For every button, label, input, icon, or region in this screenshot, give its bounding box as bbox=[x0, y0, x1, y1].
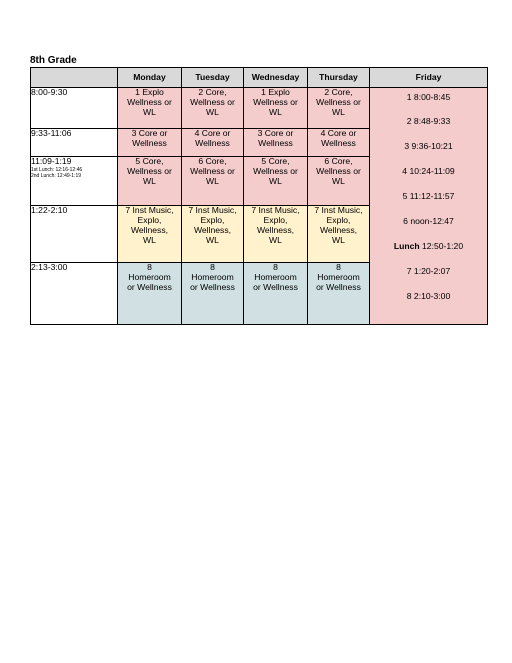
cell-line: 8 bbox=[147, 262, 152, 273]
lunch-note: 2nd Lunch: 12:49-1:19 bbox=[31, 173, 82, 180]
cell-line: WL bbox=[332, 175, 345, 186]
cell-line: Explo, bbox=[326, 214, 351, 225]
cell-line: Wellness, bbox=[193, 224, 232, 235]
friday-lunch-label: Lunch bbox=[393, 241, 420, 251]
cell-line: 7 Inst Music, bbox=[314, 204, 363, 215]
period-cell bbox=[244, 128, 308, 156]
cell-line: 8 bbox=[336, 262, 341, 273]
cell-line: WL bbox=[332, 234, 345, 245]
cell-line: 1 Explo bbox=[135, 87, 164, 97]
header-wednesday: Wednesday bbox=[244, 68, 308, 88]
page-title: 8th Grade bbox=[30, 55, 77, 66]
cell-line: 6 Core, bbox=[198, 155, 227, 166]
cell-line: Explo, bbox=[263, 214, 288, 225]
cell-line: WL bbox=[332, 106, 345, 117]
cell-line: WL bbox=[269, 175, 282, 186]
cell-line: Wellness bbox=[195, 137, 230, 148]
time-label: 11:09-1:19 bbox=[31, 155, 72, 166]
friday-item-text: 2 8:48-9:33 bbox=[406, 116, 451, 126]
cell-line: or Wellness bbox=[316, 282, 361, 293]
cell-line: Wellness or bbox=[127, 96, 172, 107]
period-cell bbox=[118, 88, 182, 129]
period-cell bbox=[182, 128, 244, 156]
cell-line: or Wellness bbox=[253, 282, 298, 293]
cell-line: WL bbox=[206, 175, 219, 186]
time-cell bbox=[31, 263, 118, 325]
friday-item bbox=[370, 93, 487, 103]
period-cell bbox=[182, 263, 244, 325]
friday-item-text: 1 8:00-8:45 bbox=[406, 92, 451, 102]
header-friday: Friday bbox=[370, 68, 488, 88]
friday-item-text: 12:50-1:20 bbox=[419, 241, 464, 251]
period-cell bbox=[118, 128, 182, 156]
header-row bbox=[31, 68, 488, 88]
friday-lunch-item bbox=[370, 242, 487, 252]
cell-line: 5 Core, bbox=[135, 155, 164, 166]
period-cell bbox=[118, 156, 182, 205]
cell-line: 3 Core or bbox=[131, 127, 168, 138]
cell-line: Wellness, bbox=[256, 224, 295, 235]
cell-line: 1 Explo bbox=[261, 87, 290, 97]
cell-line: Homeroom bbox=[128, 272, 171, 283]
period-cell bbox=[308, 205, 370, 262]
period-cell bbox=[182, 88, 244, 129]
cell-line: WL bbox=[143, 234, 156, 245]
cell-line: 7 Inst Music, bbox=[125, 204, 174, 215]
friday-schedule-cell bbox=[370, 88, 488, 325]
cell-line: WL bbox=[206, 234, 219, 245]
cell-line: WL bbox=[269, 106, 282, 117]
cell-line: Wellness bbox=[258, 137, 293, 148]
cell-line: Homeroom bbox=[317, 272, 360, 283]
cell-line: Explo, bbox=[200, 214, 225, 225]
cell-line: Wellness or bbox=[316, 96, 361, 107]
period-cell bbox=[182, 156, 244, 205]
cell-line: Wellness or bbox=[253, 96, 298, 107]
period-cell bbox=[244, 156, 308, 205]
cell-line: WL bbox=[269, 234, 282, 245]
cell-line: Explo, bbox=[137, 214, 162, 225]
time-cell bbox=[31, 156, 118, 205]
table-row bbox=[31, 88, 488, 129]
cell-line: Wellness, bbox=[130, 224, 169, 235]
period-cell bbox=[118, 205, 182, 262]
period-cell bbox=[244, 88, 308, 129]
friday-list bbox=[370, 88, 487, 324]
time-label: 8:00-9:30 bbox=[31, 87, 68, 97]
lunch-note: 1st Lunch: 12:16-12:46 bbox=[31, 166, 83, 173]
period-cell bbox=[182, 205, 244, 262]
time-label: 9:33-11:06 bbox=[31, 127, 72, 138]
friday-item bbox=[370, 167, 487, 177]
period-cell bbox=[308, 128, 370, 156]
friday-item-text: 5 11:12-11:57 bbox=[402, 191, 455, 201]
cell-line: Homeroom bbox=[254, 272, 297, 283]
friday-item-text: 4 10:24-11:09 bbox=[402, 166, 455, 176]
time-label: 2:13-3:00 bbox=[31, 262, 68, 273]
friday-item bbox=[370, 292, 487, 302]
friday-item-text: 3 9:36-10:21 bbox=[404, 141, 453, 151]
header-monday: Monday bbox=[118, 68, 182, 88]
cell-line: or Wellness bbox=[190, 282, 235, 293]
cell-line: Wellness or bbox=[190, 165, 235, 176]
friday-item bbox=[370, 192, 487, 202]
cell-line: WL bbox=[143, 106, 156, 117]
cell-line: 7 Inst Music, bbox=[251, 204, 300, 215]
cell-line: 8 bbox=[210, 262, 215, 273]
friday-item bbox=[370, 267, 487, 277]
header-time bbox=[31, 68, 118, 88]
cell-line: 6 Core, bbox=[324, 155, 353, 166]
cell-line: 2 Core, bbox=[324, 87, 353, 97]
cell-line: 8 bbox=[273, 262, 278, 273]
cell-line: Wellness, bbox=[319, 224, 358, 235]
cell-line: WL bbox=[206, 106, 219, 117]
time-label: 1:22-2:10 bbox=[31, 204, 68, 215]
cell-line: 5 Core, bbox=[261, 155, 290, 166]
friday-item-text: 6 noon-12:47 bbox=[403, 216, 454, 226]
period-cell bbox=[244, 205, 308, 262]
period-cell bbox=[308, 263, 370, 325]
period-cell bbox=[308, 156, 370, 205]
friday-item-text: 7 1:20-2:07 bbox=[406, 266, 451, 276]
cell-line: or Wellness bbox=[127, 282, 172, 293]
cell-line: Wellness or bbox=[127, 165, 172, 176]
cell-line: Wellness bbox=[132, 137, 167, 148]
header-thursday: Thursday bbox=[308, 68, 370, 88]
friday-item bbox=[370, 217, 487, 227]
period-cell bbox=[118, 263, 182, 325]
cell-line: 7 Inst Music, bbox=[188, 204, 237, 215]
cell-line: 3 Core or bbox=[257, 127, 294, 138]
cell-line: Homeroom bbox=[191, 272, 234, 283]
time-cell bbox=[31, 205, 118, 262]
friday-item-text: 8 2:10-3:00 bbox=[406, 291, 451, 301]
friday-item bbox=[370, 117, 487, 127]
cell-line: Wellness or bbox=[253, 165, 298, 176]
schedule-table bbox=[30, 67, 488, 325]
header-tuesday: Tuesday bbox=[182, 68, 244, 88]
cell-line: 4 Core or bbox=[194, 127, 231, 138]
cell-line: 4 Core or bbox=[320, 127, 357, 138]
cell-line: WL bbox=[143, 175, 156, 186]
period-cell bbox=[244, 263, 308, 325]
cell-line: Wellness or bbox=[316, 165, 361, 176]
period-cell bbox=[308, 88, 370, 129]
cell-line: 2 Core, bbox=[198, 87, 227, 97]
time-cell bbox=[31, 128, 118, 156]
time-cell bbox=[31, 88, 118, 129]
cell-line: Wellness or bbox=[190, 96, 235, 107]
friday-item bbox=[370, 142, 487, 152]
cell-line: Wellness bbox=[321, 137, 356, 148]
